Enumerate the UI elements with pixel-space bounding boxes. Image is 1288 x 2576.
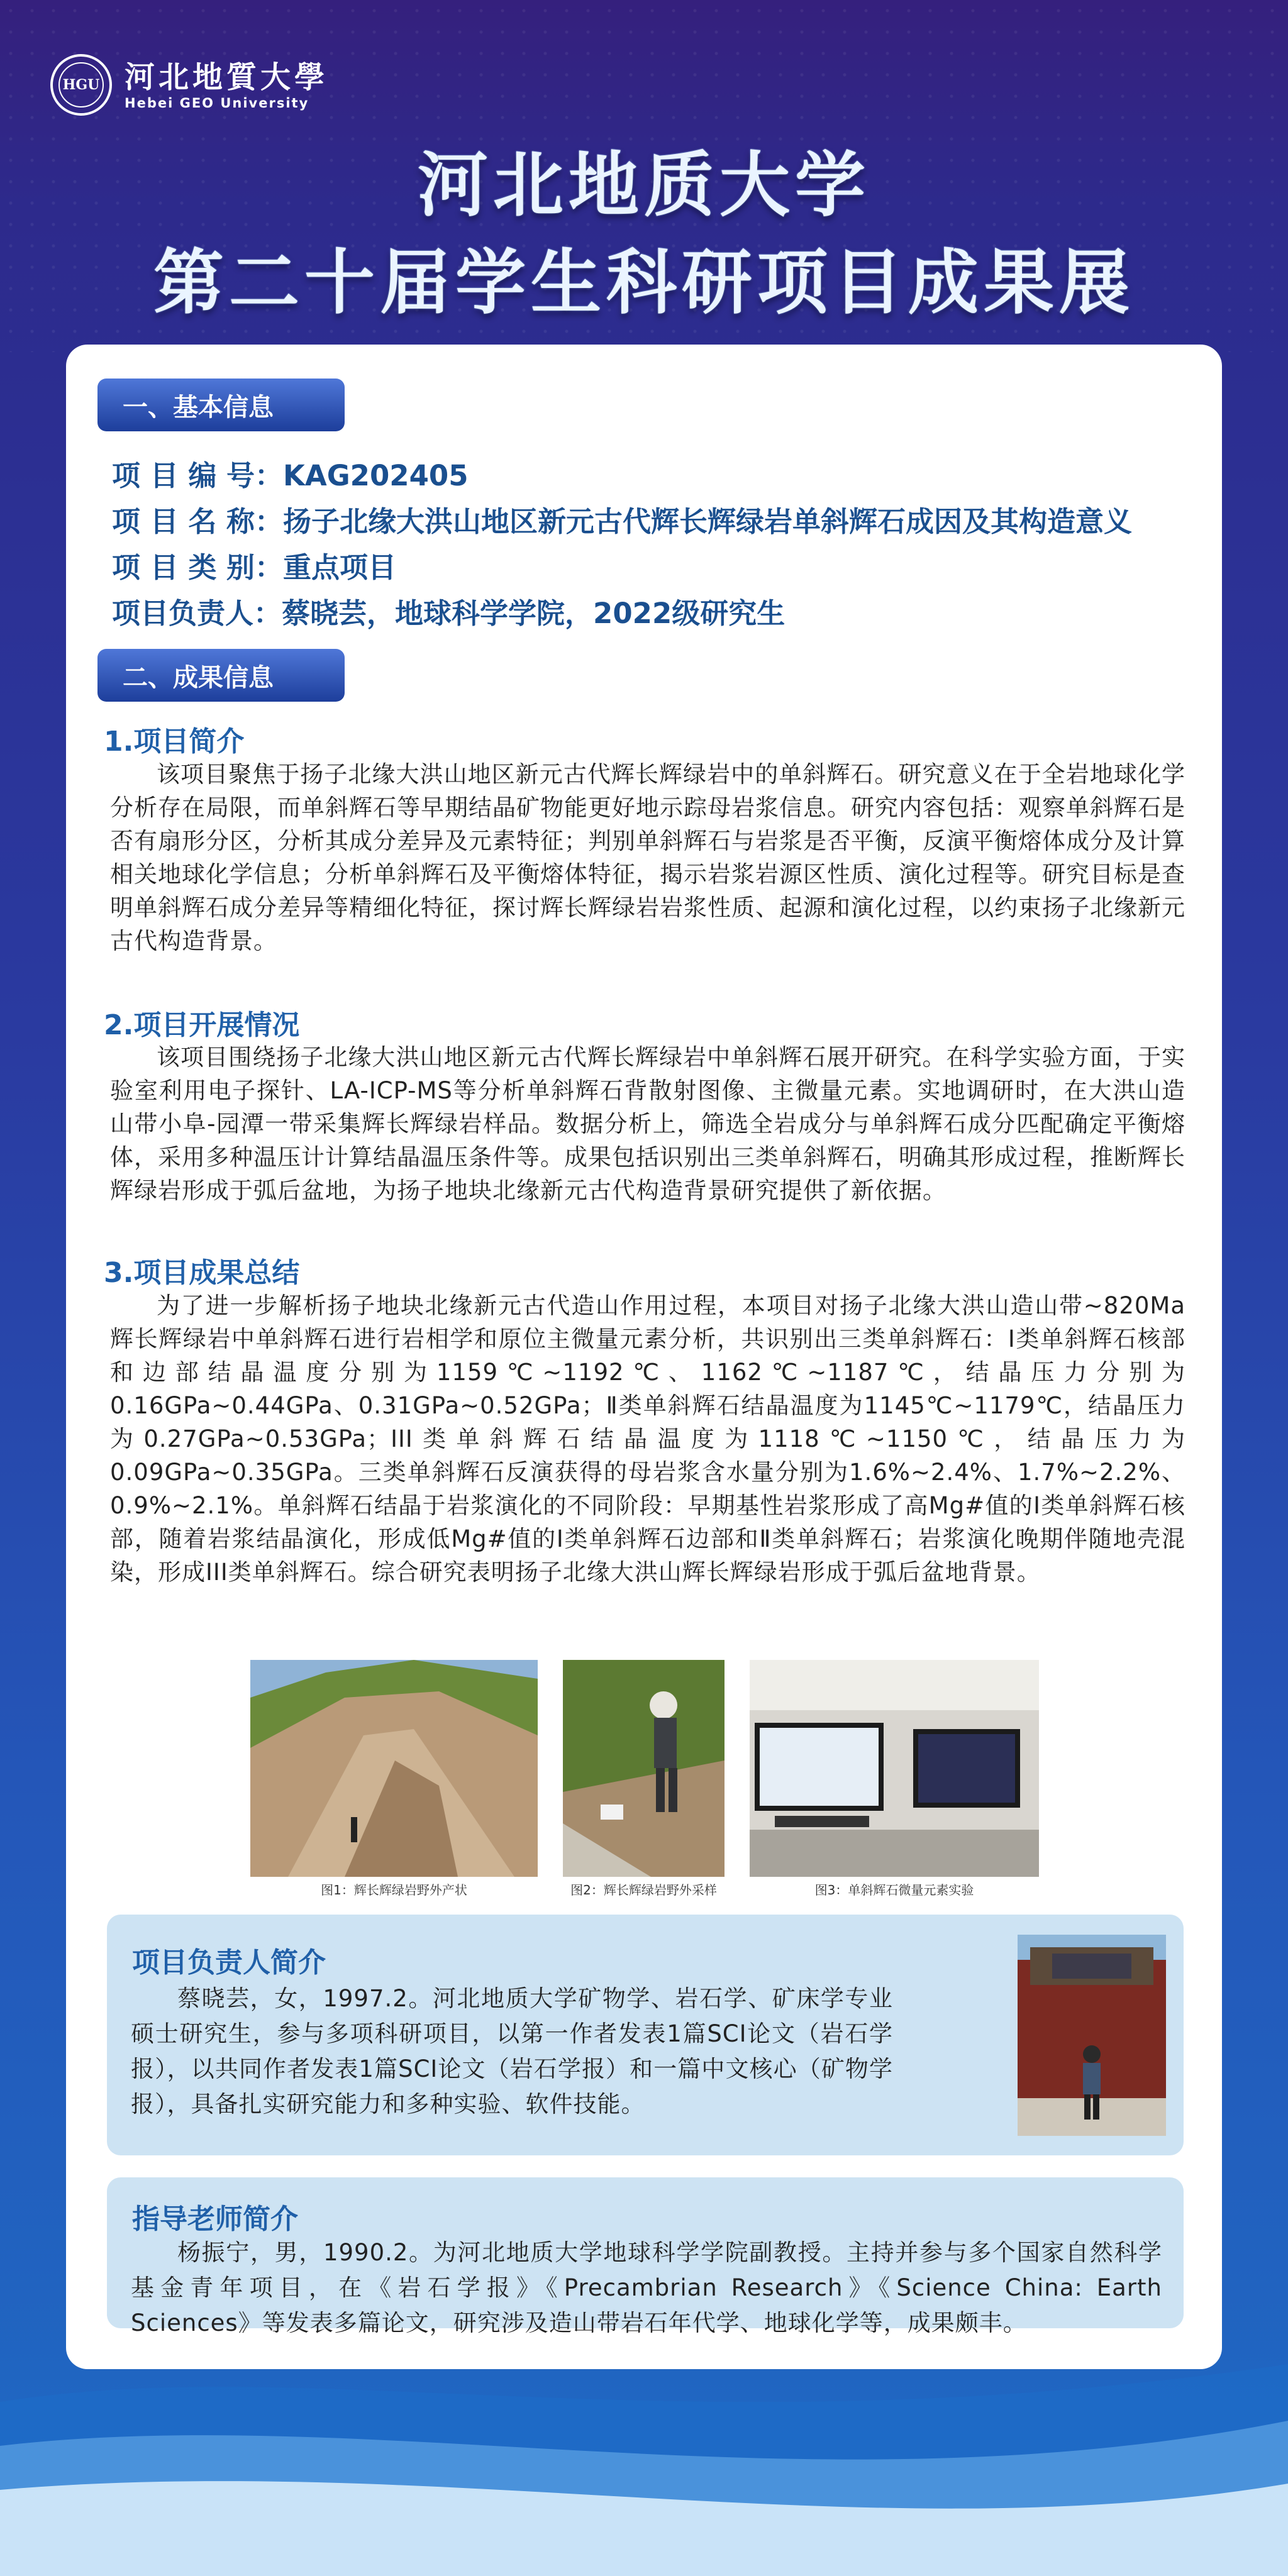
figure-3-caption: 图3：单斜辉石微量元素实验: [814, 1882, 974, 1898]
info-value: 蔡晓芸，地球科学学院，2022级研究生: [282, 597, 786, 630]
info-label: 项 目 名 称：: [112, 505, 283, 538]
subheading-project-intro: 1.项目简介: [104, 726, 245, 758]
info-label: 项 目 类 别：: [112, 551, 283, 584]
advisor-bio-text: 杨振宁，男，1990.2。为河北地质大学地球科学学院副教授。主持并参与多个国家自然科学基金青年项目，在《岩石学报》《Precambrian Research》《Science China: Earth Sciences》等发表多篇论文，研究涉及造山带岩石年代学、地球化学等，成果颇丰。: [131, 2239, 1162, 2336]
section-header-results: 二、成果信息: [97, 649, 345, 702]
university-logo: [50, 50, 328, 119]
figure-2-caption: 图2：辉长辉绿岩野外采样: [570, 1882, 717, 1898]
logo-english-name: Hebei GEO University: [125, 96, 309, 111]
section-header-basic-info: 一、基本信息: [97, 379, 345, 431]
info-value: KAG202405: [283, 459, 469, 492]
figure-2-photo: [563, 1660, 724, 1877]
page-title-line2: 第二十届学生科研项目成果展: [153, 242, 1135, 324]
advisor-bio-box: [107, 2177, 1184, 2336]
info-row-project-category: [112, 544, 396, 585]
leader-portrait-photo: [1018, 1935, 1166, 2136]
info-value: 扬子北缘大洪山地区新元古代辉长辉绿岩单斜辉石成因及其构造意义: [283, 505, 1133, 538]
subheading-project-summary: 3.项目成果总结: [104, 1257, 300, 1289]
paragraph-project-summary: 为了进一步解析扬子地块北缘新元古代造山作用过程，本项目对扬子北缘大洪山造山带~820Ma辉长辉绿岩中单斜辉石进行岩相学和原位主微量元素分析，共识别出三类单斜辉石：Ⅰ类单斜辉石核部和边部结晶温度分别为1159℃~1192℃、1162℃~1187℃，结晶压力分别为0.16GPa~0.44GPa、0.31GPa~0.52GPa；Ⅱ类单斜辉石结晶温度为1145℃~1179℃，结晶压力为0.27GPa~0.53GPa；III类单斜辉石结晶温度为1118℃~1150℃，结晶压力为0.09GPa~0.35GPa。三类单斜辉石反演获得的母岩浆含水量分别为1.6%~2.4%、1.7%~2.2%、0.9%~2.1%。单斜辉石结晶于岩浆演化的不同阶段：早期基性岩浆形成了高Mg#值的Ⅰ类单斜辉石核部，随着岩浆结晶演化，形成低Mg#值的Ⅰ类单斜辉石边部和Ⅱ类单斜辉石；岩浆演化晚期伴随地壳混染，形成III类单斜辉石。综合研究表明扬子北缘大洪山辉长辉绿岩形成于弧后盆地背景。: [110, 1292, 1185, 1586]
info-value: 重点项目: [283, 551, 397, 584]
sampling-photo-image: [563, 1660, 724, 1877]
leader-bio-title: 项目负责人简介: [132, 1947, 326, 1979]
info-label: 项 目 编 号：: [112, 459, 283, 492]
info-row-project-number: [112, 453, 469, 494]
paragraph-project-intro: 该项目聚焦于扬子北缘大洪山地区新元古代辉长辉绿岩中的单斜辉石。研究意义在于全岩地球化学分析存在局限，而单斜辉石等早期结晶矿物能更好地示踪母岩浆信息。研究内容包括：观察单斜辉石是否有扇形分区，分析其成分差异及元素特征；判别单斜辉石与岩浆是否平衡，反演平衡熔体成分及计算相关地球化学信息；分析单斜辉石及平衡熔体特征，揭示岩浆岩源区性质、演化过程等。研究目标是查明单斜辉石成分差异等精细化特征，探讨辉长辉绿岩岩浆性质、起源和演化过程，以约束扬子北缘新元古代构造背景。: [110, 761, 1185, 954]
leader-portrait-image: [1018, 1935, 1166, 2136]
leader-bio-text: 蔡晓芸，女，1997.2。河北地质大学矿物学、岩石学、矿床学专业硕士研究生，参与多项科研项目，以第一作者发表1篇SCI论文（岩石学报），以共同作者发表1篇SCI论文（岩石学报）和一篇中文核心（矿物学报），具备扎实研究能力和多种实验、软件技能。: [131, 1985, 893, 2118]
leader-bio-box: [107, 1915, 1184, 2155]
lab-photo-image: [750, 1660, 1039, 1877]
figure-3-photo: [750, 1660, 1039, 1877]
info-row-project-leader: [112, 590, 785, 631]
paragraph-project-progress: 该项目围绕扬子北缘大洪山地区新元古代辉长辉绿岩中单斜辉石展开研究。在科学实验方面，于实验室利用电子探针、LA-ICP-MS等分析单斜辉石背散射图像、主微量元素。实地调研时，在大洪山造山带小阜-园潭一带采集辉长辉绿岩样品。数据分析上，筛选全岩成分与单斜辉石成分匹配确定平衡熔体，采用多种温压计计算结晶温压条件等。成果包括识别出三类单斜辉石，明确其形成过程，推断辉长辉绿岩形成于弧后盆地，为扬子地块北缘新元古代构造背景研究提供了新依据。: [110, 1044, 1185, 1204]
logo-chinese-name: 河北地質大學: [125, 60, 329, 95]
info-row-project-name: [112, 499, 1132, 539]
page-title-line1: 河北地质大学: [418, 145, 870, 226]
info-label: 项目负责人：: [112, 597, 282, 630]
figure-1-caption: 图1：辉长辉绿岩野外产状: [321, 1882, 467, 1898]
figure-1-photo: [250, 1660, 538, 1877]
advisor-bio-title: 指导老师简介: [132, 2203, 298, 2235]
outcrop-photo-image: [250, 1660, 538, 1877]
university-seal-icon: HGU: [50, 54, 112, 116]
subheading-project-progress: 2.项目开展情况: [104, 1009, 300, 1041]
